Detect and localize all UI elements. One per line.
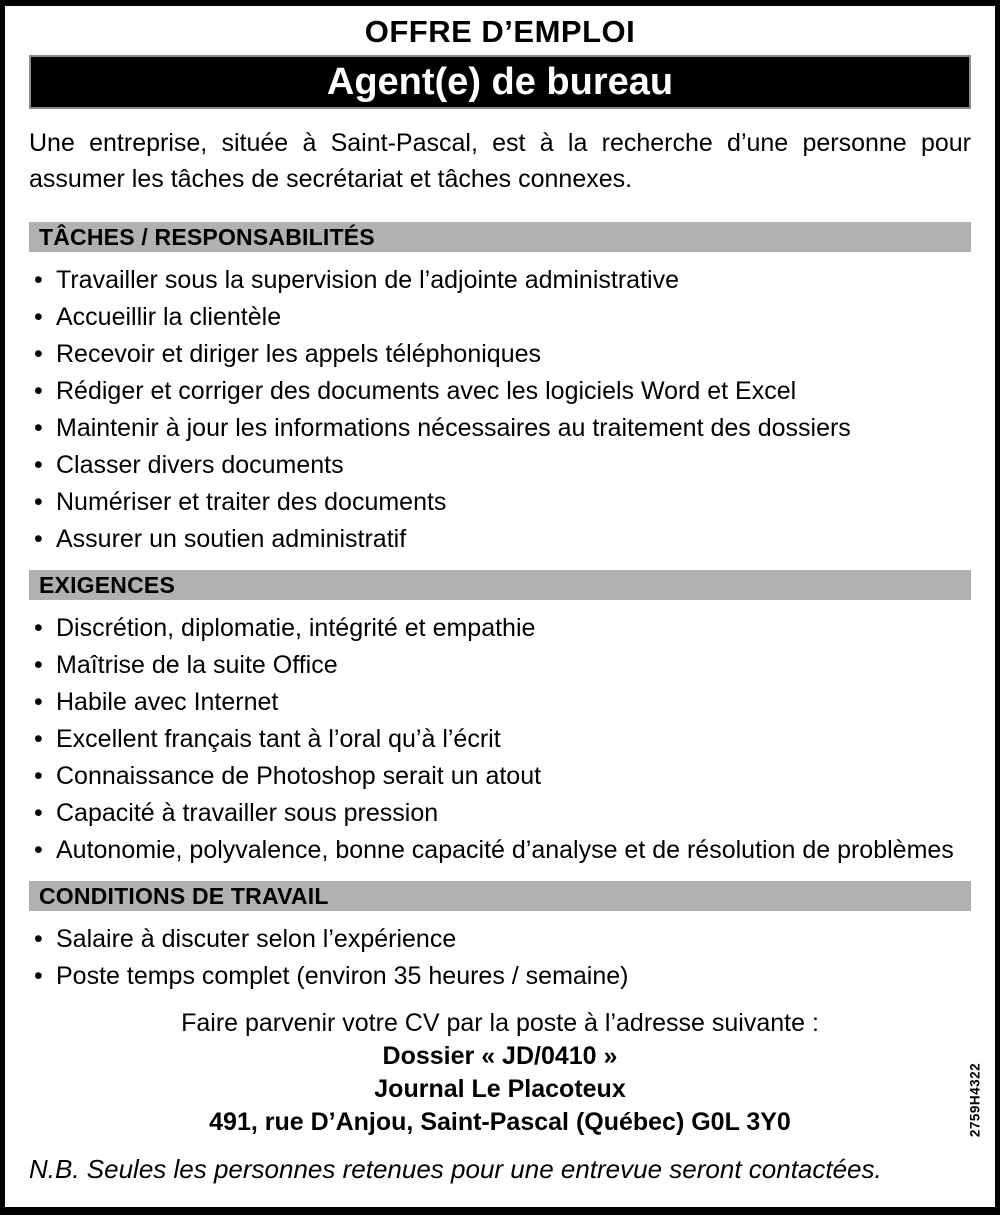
intro-paragraph: Une entreprise, située à Saint-Pascal, est à la recherche d’une personne pour assumer les tâches de secrétariat et tâches connexes. — [29, 129, 971, 193]
list-item: • Salaire à discuter selon l’expérience — [29, 921, 971, 958]
list-item: • Recevoir et diriger les appels téléphoniques — [29, 336, 971, 373]
list-item: • Habile avec Internet — [29, 684, 971, 721]
list-item: • Poste temps complet (environ 35 heures / semaine) — [29, 958, 971, 995]
conditions-list — [29, 921, 971, 995]
list-item: • Rédiger et corriger des documents avec les logiciels Word et Excel — [29, 373, 971, 410]
list-item: • Capacité à travailler sous pression — [29, 795, 971, 832]
section-heading-exigences: EXIGENCES — [29, 570, 971, 600]
job-title-banner — [29, 55, 971, 109]
list-item: • Autonomie, polyvalence, bonne capacité d’analyse et de résolution de problèmes — [29, 832, 971, 869]
apply-journal: Journal Le Placoteux — [374, 1075, 626, 1103]
list-item: • Maîtrise de la suite Office — [29, 647, 971, 684]
list-item: • Travailler sous la supervision de l’adjointe administrative — [29, 262, 971, 299]
section-heading-taches: TÂCHES / RESPONSABILITÉS — [29, 222, 971, 252]
list-item: • Excellent français tant à l’oral qu’à l’écrit — [29, 721, 971, 758]
nb-note: N.B. Seules les personnes retenues pour une entrevue seront contactées. — [29, 1154, 882, 1184]
list-item: • Connaissance de Photoshop serait un atout — [29, 758, 971, 795]
exigences-list — [29, 610, 971, 869]
list-item: • Numériser et traiter des documents — [29, 484, 971, 521]
apply-dossier: Dossier « JD/0410 » — [382, 1042, 618, 1070]
reference-code: 2759H4322 — [967, 1062, 982, 1138]
job-title: Agent(e) de bureau — [326, 61, 674, 103]
list-item: • Classer divers documents — [29, 447, 971, 484]
apply-address: 491, rue D’Anjou, Saint-Pascal (Québec) G0L 3Y0 — [209, 1108, 791, 1136]
list-item: • Maintenir à jour les informations nécessaires au traitement des dossiers — [29, 410, 971, 447]
section-heading-conditions: CONDITIONS DE TRAVAIL — [29, 881, 971, 911]
list-item: • Discrétion, diplomatie, intégrité et empathie — [29, 610, 971, 647]
ad-kicker: OFFRE D’EMPLOI — [364, 14, 636, 49]
taches-list — [29, 262, 971, 558]
list-item: • Accueillir la clientèle — [29, 299, 971, 336]
list-item: • Assurer un soutien administratif — [29, 521, 971, 558]
apply-instruction: Faire parvenir votre CV par la poste à l’adresse suivante : — [181, 1009, 819, 1037]
